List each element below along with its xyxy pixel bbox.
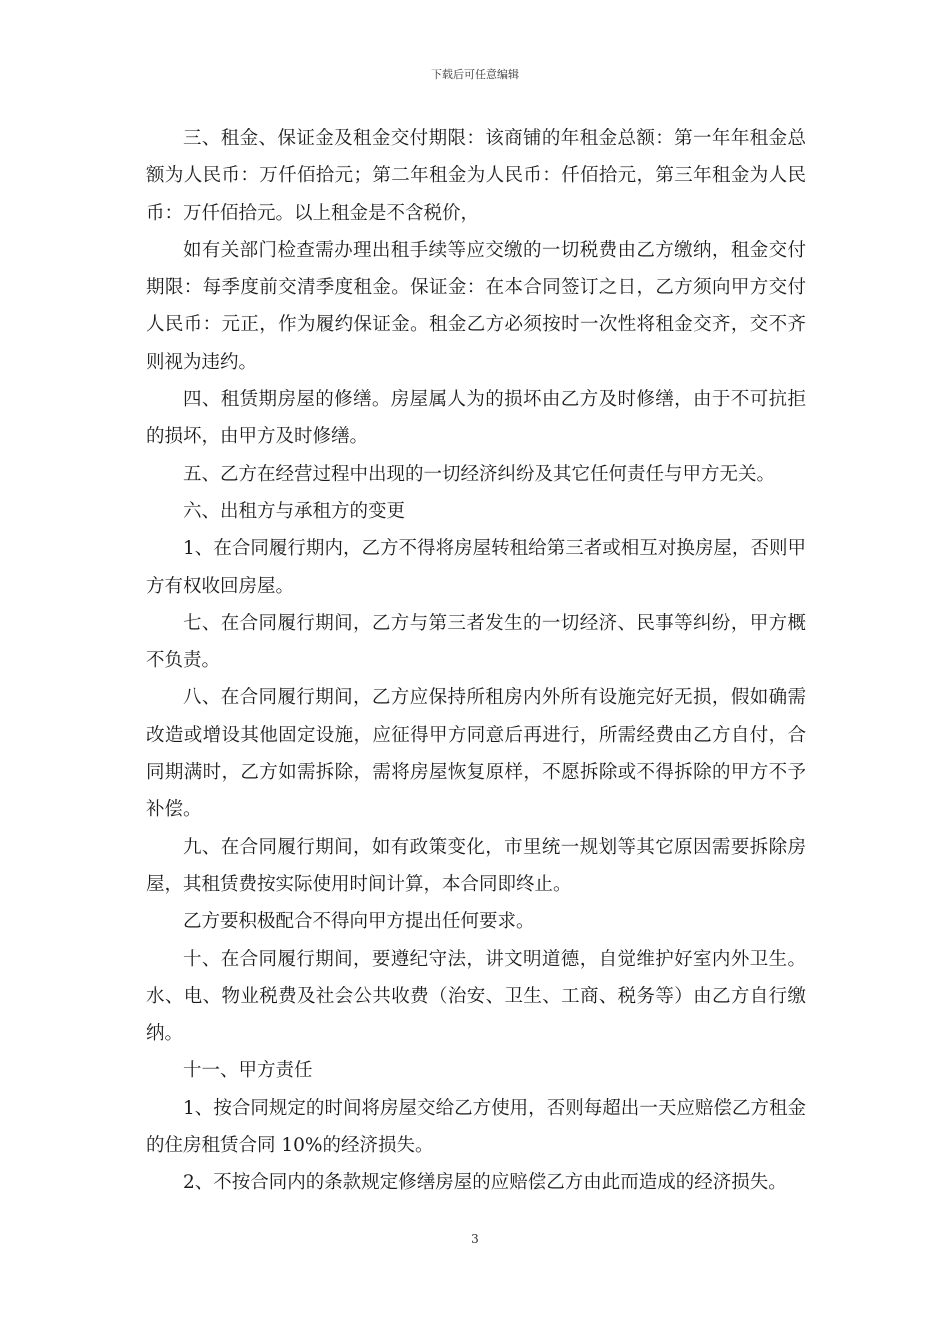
paragraph-cooperate: 乙方要积极配合不得向甲方提出任何要求。: [183, 911, 535, 933]
page-number: 3: [471, 1232, 479, 1246]
paragraph-lessor-duty-2: 2、不按合同内的条款规定修缮房屋的应赔偿乙方由此而造成的经济损失。: [183, 1172, 787, 1194]
paragraph-rent-deposit: 三、租金、保证金及租金交付期限：该商铺的年租金总额：第一年年租金总额为人民币：万仟佰拾元；第二年租金为人民币：仟佰拾元，第三年租金为人民币：万仟佰拾元。以上租金是不含税价，: [146, 128, 806, 224]
paragraph-repairs: 四、租赁期房屋的修缮。房屋属人为的损坏由乙方及时修缮，由于不可抗拒的损坏，由甲方及时修缮。: [146, 389, 806, 448]
page-header: 下载后可任意编辑: [431, 68, 519, 81]
paragraph-lessor-duty-1: 1、按合同规定的时间将房屋交给乙方使用，否则每超出一天应赔偿乙方租金的住房租赁合同 10%的经济损失。: [146, 1097, 806, 1157]
paragraph-facilities: 八、在合同履行期间，乙方应保持所租房内外所有设施完好无损，假如确需改造或增设其他固定设施，应征得甲方同意后再进行，所需经费由乙方自付，合同期满时，乙方如需拆除，需将房屋恢复原样，不愿拆除或不得拆除的甲方不予补偿。: [146, 687, 806, 821]
section-heading-lessor-duties: 十一、甲方责任: [183, 1060, 313, 1082]
paragraph-third-party: 七、在合同履行期间，乙方与第三者发生的一切经济、民事等纠纷，甲方概不负责。: [146, 612, 806, 672]
paragraph-disputes: 五、乙方在经营过程中出现的一切经济纠纷及其它任何责任与甲方无关。: [183, 463, 776, 485]
paragraph-conduct-fees: 十、在合同履行期间，要遵纪守法，讲文明道德，自觉维护好室内外卫生。水、电、物业税费及社会公共收费（治安、卫生、工商、税务等）由乙方自行缴纳。: [146, 948, 806, 1045]
paragraph-sublet: 1、在合同履行期内，乙方不得将房屋转租给第三者或相互对换房屋，否则甲方有权收回房屋。: [146, 538, 806, 597]
document-body: [146, 120, 806, 1202]
paragraph-taxes-deposit: 如有关部门检查需办理出租手续等应交缴的一切税费由乙方缴纳，租金交付期限：每季度前交清季度租金。保证金：在本合同签订之日，乙方须向甲方交付人民币：元正，作为履约保证金。租金乙方必须按时一次性将租金交齐，交不齐则视为违约。: [146, 239, 806, 373]
section-heading-changes: 六、出租方与承租方的变更: [183, 500, 406, 522]
paragraph-policy-change: 九、在合同履行期间，如有政策变化，市里统一规划等其它原因需要拆除房屋，其租赁费按实际使用时间计算，本合同即终止。: [146, 836, 806, 895]
